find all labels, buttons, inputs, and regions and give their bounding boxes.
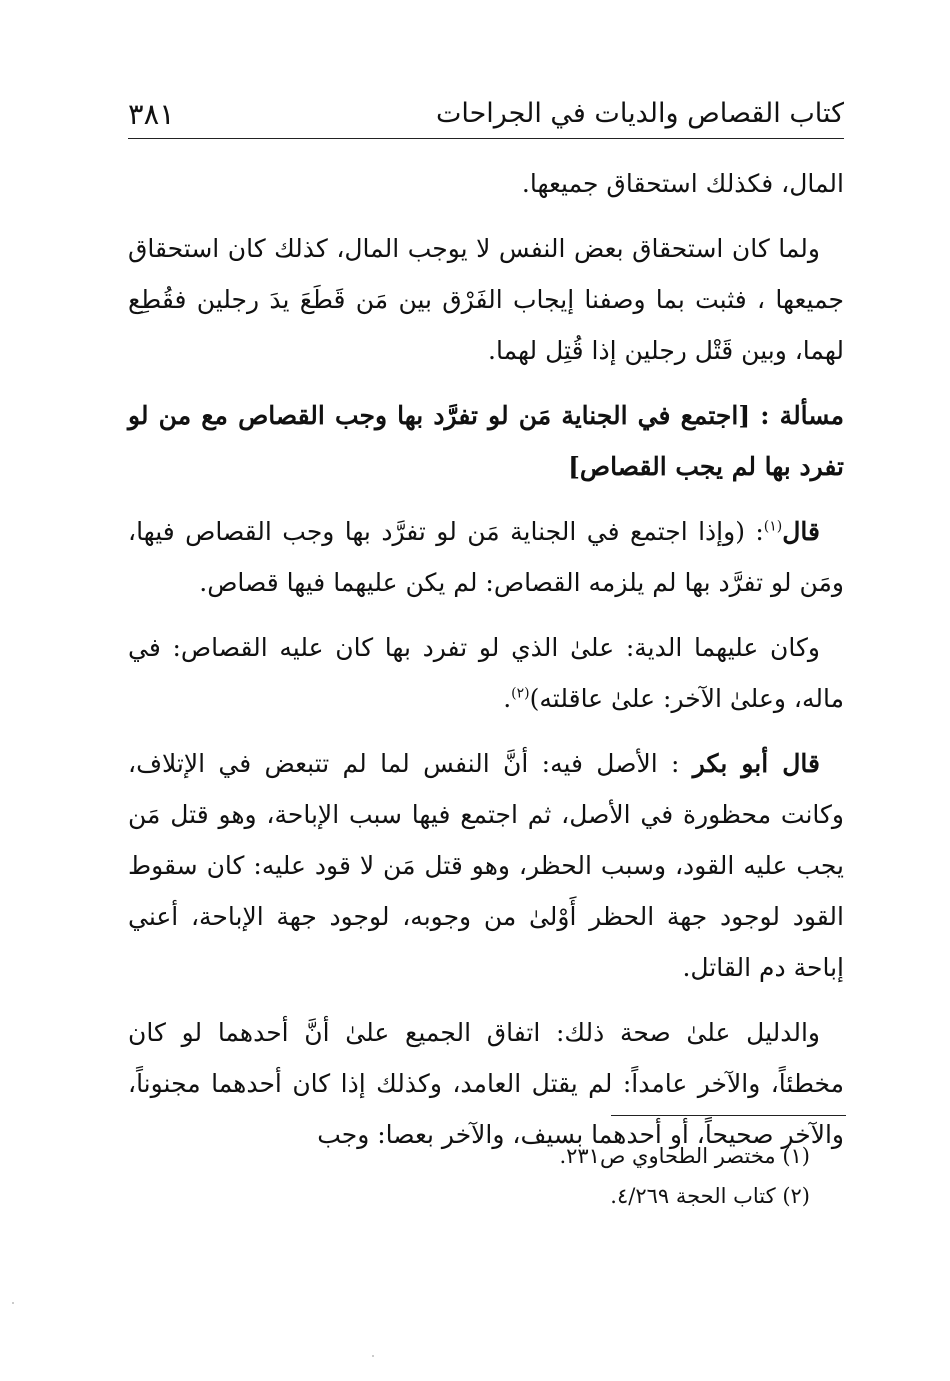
paragraph-4	[128, 622, 844, 724]
paragraph-3-text: : (وإذا اجتمع في الجناية مَن لو تفرَّد بها وجب القصاص فيها، ومَن لو تفرَّد بها لم يلزمه القصاص: لم يكن عليهما فيها قصاص.	[128, 517, 844, 597]
paragraph-5	[128, 738, 844, 993]
page-number: ٣٨١	[128, 97, 175, 131]
running-title: كتاب القصاص والديات في الجراحات	[435, 98, 844, 129]
abu-bakr-label: قال أبو بكر	[692, 749, 820, 778]
scan-speck	[372, 1355, 374, 1357]
paragraph-3	[128, 506, 844, 608]
footnote-2: (٢) كتاب الحجة ٤/٢٦٩.	[610, 1184, 810, 1208]
paragraph-4-end: .	[503, 684, 512, 713]
qala-label: قال	[782, 517, 820, 546]
footnotes	[200, 1136, 810, 1216]
footnote-1: (١) مختصر الطحاوي ص٢٣١.	[559, 1144, 810, 1168]
paragraph-2: ولما كان استحقاق بعض النفس لا يوجب المال، كذلك كان استحقاق جميعها ، فثبت بما وصفنا إيجاب الفَرْق بين مَن قَطَعَ يدَ رجلين فقُطِع لهما، وبين قَتْل رجلين إذا قُتِل لهما.	[128, 234, 844, 365]
footnote-divider	[611, 1115, 846, 1116]
footnote-ref-2: (٢)	[511, 685, 530, 702]
page-header	[128, 80, 844, 139]
paragraph-5-text: : الأصل فيه: أنَّ النفس لما لم تتبعض في الإتلاف، وكانت محظورة في الأصل، ثم اجتمع فيها سبب الإباحة، وهو قتل مَن يجب عليه القود، وسبب الحظر، وهو قتل مَن لا قود عليه: كان سقوط القود لوجود جهة الحظر أَوْلىٰ من وجوبه، لوجود جهة الإباحة، أعني إباحة دم القاتل.	[128, 749, 844, 982]
main-text	[128, 158, 844, 1174]
scan-speck	[12, 1302, 14, 1304]
paragraph-1: المال، فكذلك استحقاق جميعها.	[521, 169, 844, 198]
paragraph-4-text: وكان عليهما الدية: علىٰ الذي لو تفرد بها كان عليه القصاص: في ماله، وعلىٰ الآخر: علىٰ عاقلته)	[128, 633, 844, 713]
section-heading: مسألة : [اجتمع في الجناية مَن لو تفرَّد بها وجب القصاص مع من لو تفرد بها لم يجب القصاص]	[128, 401, 844, 481]
footnote-ref-1: (١)	[763, 518, 783, 535]
paragraph-6: والدليل علىٰ صحة ذلك: اتفاق الجميع علىٰ أنَّ أحدهما لو كان مخطئاً، والآخر عامداً: لم يقتل العامد، وكذلك إذا كان أحدهما مجنوناً، والآخر صحيحاً، أو أحدهما بسيف، والآخر بعصا: وجب	[128, 1018, 844, 1149]
